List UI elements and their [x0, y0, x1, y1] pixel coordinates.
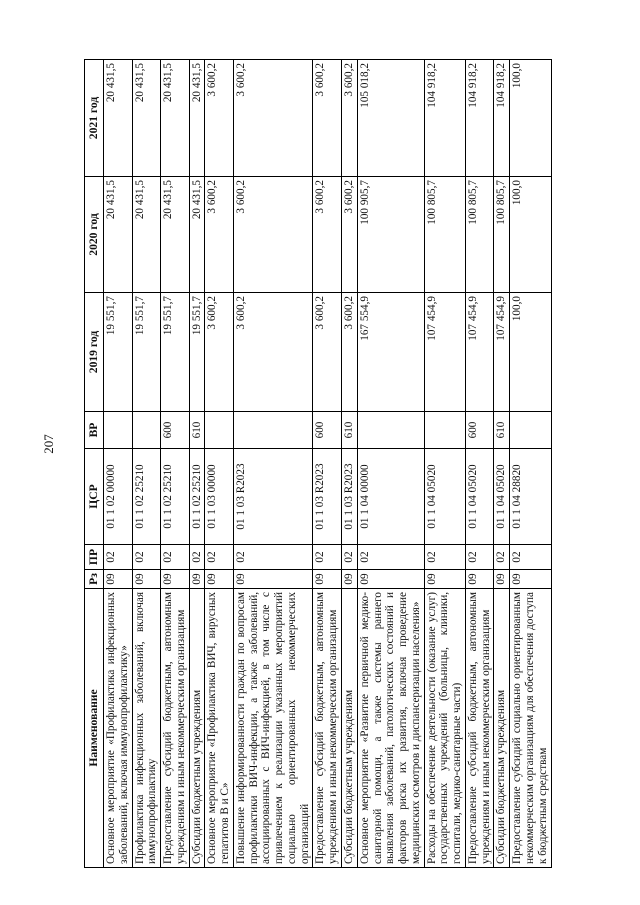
- table-row: [342, 60, 358, 868]
- cell-rz: 09: [189, 570, 205, 589]
- cell-csr: 01 1 03 R2023: [342, 449, 358, 545]
- cell-y2019: 3 600,2: [342, 293, 358, 412]
- cell-y2019: 3 600,2: [313, 293, 342, 412]
- cell-name: Расходы на обеспечение деятельности (оказание услуг) государственных учреждений (больницы, клиники, госпитали, медико-санитарные части): [424, 589, 465, 868]
- cell-y2020: 20 431,5: [132, 177, 161, 293]
- cell-y2021: 3 600,2: [205, 60, 234, 177]
- rotated-page-area: [84, 60, 549, 868]
- cell-name: Профилактика инфекционных заболеваний, включая иммунопрофилактику: [132, 589, 161, 868]
- page-number: 207: [41, 434, 56, 454]
- header-2019: 2019 год: [85, 293, 104, 412]
- table-row: [132, 60, 161, 868]
- cell-y2021: 20 431,5: [132, 60, 161, 177]
- cell-y2021: 3 600,2: [313, 60, 342, 177]
- cell-name: Предоставление субсидий социально ориентированным некоммерческим организациям для обеспечения доступа к бюджетным средствам: [510, 589, 551, 868]
- cell-y2020: 100,0: [510, 177, 551, 293]
- cell-name: Субсидии бюджетным учреждениям: [494, 589, 510, 868]
- cell-csr: 01 1 04 05020: [424, 449, 465, 545]
- cell-vr: 600: [465, 412, 494, 449]
- cell-y2019: 19 551,7: [104, 293, 133, 412]
- cell-rz: 09: [357, 570, 424, 589]
- cell-csr: 01 1 02 25210: [189, 449, 205, 545]
- cell-y2019: 167 554,9: [357, 293, 424, 412]
- cell-pr: 02: [465, 545, 494, 570]
- cell-y2019: 107 454,9: [424, 293, 465, 412]
- cell-csr: 01 1 02 00000: [104, 449, 133, 545]
- cell-y2020: 100 805,7: [465, 177, 494, 293]
- cell-y2021: 104 918,2: [465, 60, 494, 177]
- cell-y2021: 3 600,2: [342, 60, 358, 177]
- cell-vr: [233, 412, 313, 449]
- cell-vr: [357, 412, 424, 449]
- cell-y2020: 20 431,5: [161, 177, 190, 293]
- header-name: Наименование: [85, 589, 104, 868]
- cell-csr: 01 1 03 R2023: [233, 449, 313, 545]
- cell-vr: [510, 412, 551, 449]
- cell-vr: [104, 412, 133, 449]
- cell-pr: 02: [313, 545, 342, 570]
- cell-pr: 02: [357, 545, 424, 570]
- rotated-table-container: [84, 60, 549, 868]
- cell-name: Предоставление субсидий бюджетным, автономным учреждениям и иным некоммерческим организациям: [465, 589, 494, 868]
- cell-y2021: 100,0: [510, 60, 551, 177]
- cell-y2020: 20 431,5: [189, 177, 205, 293]
- cell-name: Основное мероприятие «Развитие первичной медико-санитарной помощи, а также системы раннего выявления заболеваний, патологических состояний и факторов риска их развития, включая проведение медицинских осмотров и диспансеризации населения»: [357, 589, 424, 868]
- cell-rz: 09: [233, 570, 313, 589]
- table-row: [161, 60, 190, 868]
- cell-y2019: 19 551,7: [132, 293, 161, 412]
- cell-name: Повышение информированности граждан по вопросам профилактики ВИЧ-инфекции, а также заболеваний, ассоциированных с ВИЧ-инфекцией, в том числе с привлечением к реализации указанных мероприятий социально ориентированных некоммерческих организаций: [233, 589, 313, 868]
- table-row: [494, 60, 510, 868]
- cell-y2020: 3 600,2: [313, 177, 342, 293]
- cell-pr: 02: [205, 545, 234, 570]
- cell-y2021: 105 018,2: [357, 60, 424, 177]
- table-header-row: [85, 60, 104, 868]
- cell-y2021: 20 431,5: [161, 60, 190, 177]
- cell-vr: 600: [313, 412, 342, 449]
- cell-rz: 09: [424, 570, 465, 589]
- cell-y2019: 100,0: [510, 293, 551, 412]
- cell-csr: 01 1 04 05020: [494, 449, 510, 545]
- cell-rz: 09: [132, 570, 161, 589]
- cell-pr: 02: [342, 545, 358, 570]
- cell-rz: 09: [313, 570, 342, 589]
- table-row: [424, 60, 465, 868]
- cell-pr: 02: [104, 545, 133, 570]
- cell-name: Предоставление субсидий бюджетным, автономным учреждениям и иным некоммерческим организациям: [313, 589, 342, 868]
- cell-y2020: 20 431,5: [104, 177, 133, 293]
- cell-vr: [205, 412, 234, 449]
- cell-name: Предоставление субсидий бюджетным, автономным учреждениям и иным некоммерческим организациям: [161, 589, 190, 868]
- cell-vr: 610: [342, 412, 358, 449]
- cell-csr: 01 1 04 00000: [357, 449, 424, 545]
- cell-rz: 09: [465, 570, 494, 589]
- table-row: [104, 60, 133, 868]
- table-row: [205, 60, 234, 868]
- cell-y2020: 100 805,7: [494, 177, 510, 293]
- cell-name: Основное мероприятие «Профилактика ВИЧ, вирусных гепатитов В и С»: [205, 589, 234, 868]
- table-row: [510, 60, 551, 868]
- table-row: [313, 60, 342, 868]
- header-2020: 2020 год: [85, 177, 104, 293]
- cell-csr: 01 1 02 25210: [132, 449, 161, 545]
- cell-y2021: 20 431,5: [189, 60, 205, 177]
- cell-pr: 02: [189, 545, 205, 570]
- cell-name: Субсидии бюджетным учреждениям: [189, 589, 205, 868]
- cell-y2019: 107 454,9: [465, 293, 494, 412]
- header-csr: ЦСР: [85, 449, 104, 545]
- table-body: [104, 60, 552, 868]
- cell-y2020: 3 600,2: [342, 177, 358, 293]
- cell-name: Субсидии бюджетным учреждениям: [342, 589, 358, 868]
- cell-csr: 01 1 04 28820: [510, 449, 551, 545]
- cell-y2019: 3 600,2: [205, 293, 234, 412]
- table-row: [189, 60, 205, 868]
- cell-rz: 09: [205, 570, 234, 589]
- cell-y2021: 3 600,2: [233, 60, 313, 177]
- cell-y2021: 104 918,2: [424, 60, 465, 177]
- cell-rz: 09: [510, 570, 551, 589]
- cell-y2020: 100 805,7: [424, 177, 465, 293]
- cell-y2020: 3 600,2: [233, 177, 313, 293]
- cell-name: Основное мероприятие «Профилактика инфекционных заболеваний, включая иммунопрофилактику»: [104, 589, 133, 868]
- cell-pr: 02: [494, 545, 510, 570]
- cell-pr: 02: [161, 545, 190, 570]
- cell-rz: 09: [494, 570, 510, 589]
- cell-vr: 610: [494, 412, 510, 449]
- cell-y2019: 107 454,9: [494, 293, 510, 412]
- cell-y2021: 104 918,2: [494, 60, 510, 177]
- cell-csr: 01 1 02 25210: [161, 449, 190, 545]
- cell-pr: 02: [510, 545, 551, 570]
- cell-vr: 600: [161, 412, 190, 449]
- cell-csr: 01 1 03 R2023: [313, 449, 342, 545]
- cell-pr: 02: [424, 545, 465, 570]
- cell-pr: 02: [132, 545, 161, 570]
- table-row: [357, 60, 424, 868]
- table-row: [465, 60, 494, 868]
- cell-y2020: 100 905,7: [357, 177, 424, 293]
- cell-rz: 09: [342, 570, 358, 589]
- cell-y2019: 3 600,2: [233, 293, 313, 412]
- cell-y2019: 19 551,7: [189, 293, 205, 412]
- table-row: [233, 60, 313, 868]
- cell-pr: 02: [233, 545, 313, 570]
- cell-vr: [132, 412, 161, 449]
- budget-table: [84, 59, 552, 868]
- cell-vr: [424, 412, 465, 449]
- cell-y2020: 3 600,2: [205, 177, 234, 293]
- cell-csr: 01 1 03 00000: [205, 449, 234, 545]
- header-2021: 2021 год: [85, 60, 104, 177]
- cell-y2021: 20 431,5: [104, 60, 133, 177]
- header-pr: ПР: [85, 545, 104, 570]
- cell-csr: 01 1 04 05020: [465, 449, 494, 545]
- header-rz: Рз: [85, 570, 104, 589]
- cell-rz: 09: [104, 570, 133, 589]
- cell-vr: 610: [189, 412, 205, 449]
- cell-y2019: 19 551,7: [161, 293, 190, 412]
- cell-rz: 09: [161, 570, 190, 589]
- header-vr: ВР: [85, 412, 104, 449]
